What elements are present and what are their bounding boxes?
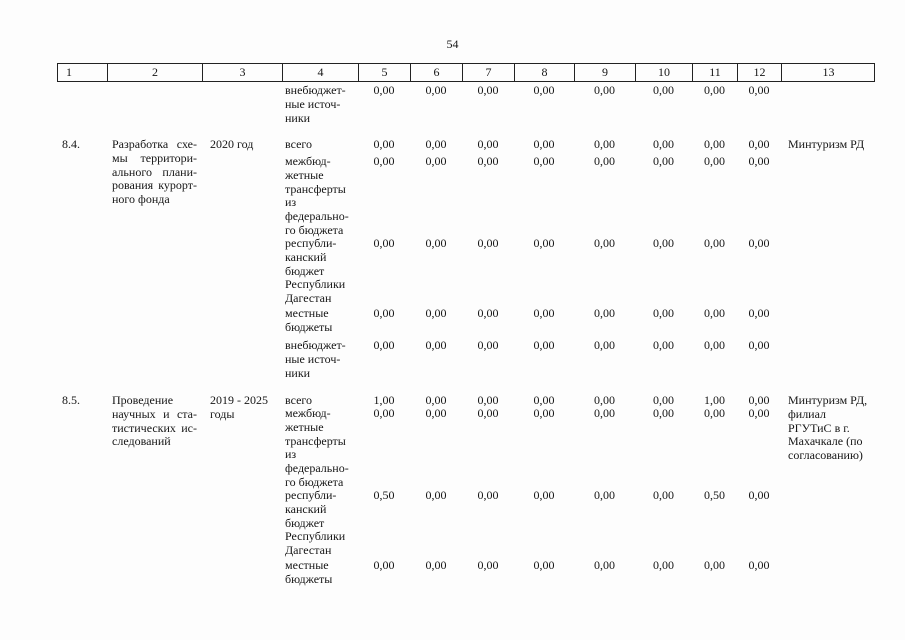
value-cell-col-5: 0,00	[373, 406, 395, 420]
header-cell-8: 8	[514, 64, 574, 81]
value-cell-col-5: 0,00	[373, 306, 395, 320]
value-cell-col-11: 0,00	[704, 236, 725, 250]
value-cell-col-12: 0,00	[748, 338, 770, 352]
period	[210, 394, 280, 422]
value-cell-col-12: 0,00	[748, 406, 770, 420]
value-cell-col-8: 0,00	[533, 558, 555, 572]
funding-source-line: республи-	[285, 488, 337, 502]
header-cell-11: 11	[692, 64, 737, 81]
value-cell-col-7: 0,00	[477, 137, 499, 151]
funding-source	[285, 489, 357, 558]
value-cell-col-5: 0,00	[373, 154, 395, 168]
value-cell-col-10: 0,00	[653, 558, 674, 572]
header-cell-4: 4	[282, 64, 358, 81]
header-cell-3: 3	[202, 64, 282, 81]
funding-source-line: из	[285, 195, 297, 210]
value-cell-col-12: 0,00	[748, 558, 770, 572]
value-cell-col-11: 1,00	[704, 393, 725, 407]
funding-source	[285, 339, 357, 380]
value-cell-col-10: 0,00	[653, 83, 674, 97]
value-cell-col-5: 0,50	[373, 488, 395, 502]
value-cell-col-12: 0,00	[748, 306, 770, 320]
funding-source-line: внебюджет-	[285, 83, 346, 97]
funding-source-line: бюджет	[285, 515, 325, 530]
value-cell-col-12: 0,00	[748, 137, 770, 151]
activity-name-line: научных и ста-	[112, 406, 197, 421]
funding-source-line: жетные	[285, 419, 324, 434]
funding-source-line: ники	[285, 365, 311, 380]
value-cell-col-5: 0,00	[373, 236, 395, 250]
value-cell-col-7: 0,00	[477, 406, 499, 420]
value-cell-col-9: 0,00	[594, 83, 615, 97]
value-cell-col-8: 0,00	[533, 154, 555, 168]
page-number: 54	[446, 37, 459, 51]
funding-source	[285, 237, 357, 306]
value-cell-col-7: 0,00	[477, 83, 499, 97]
funding-source-line: ные источ-	[285, 351, 341, 366]
value-cell-col-5: 0,00	[373, 558, 395, 572]
value-cell-col-8: 0,00	[533, 393, 555, 407]
value-cell-col-12: 0,00	[748, 393, 770, 407]
value-cell-col-7: 0,00	[477, 338, 499, 352]
value-cell-col-5: 0,00	[373, 137, 395, 151]
value-cell-col-11: 0,00	[704, 137, 725, 151]
header-cell-10: 10	[635, 64, 692, 81]
funding-source-line: жетные	[285, 167, 324, 182]
value-cell-col-8: 0,00	[533, 306, 555, 320]
funding-source	[285, 138, 357, 152]
funding-source-line: бюджеты	[285, 571, 333, 586]
funding-source-line: го бюджета	[285, 222, 344, 237]
value-cell-col-10: 0,00	[653, 137, 674, 151]
value-cell-col-12: 0,00	[748, 236, 770, 250]
funding-source	[285, 407, 357, 490]
funding-source-line: федерально-	[285, 209, 349, 224]
funding-source-line: из	[285, 447, 297, 462]
value-cell-col-9: 0,00	[594, 393, 615, 407]
executor	[788, 138, 873, 152]
value-cell-col-10: 0,00	[653, 488, 674, 502]
funding-source-line: Дагестан	[285, 543, 332, 558]
funding-source-line: местные	[285, 306, 329, 320]
value-cell-col-5: 0,00	[373, 338, 395, 352]
value-cell-col-9: 0,00	[594, 236, 615, 250]
funding-source-line: внебюджет-	[285, 338, 346, 352]
funding-source	[285, 155, 357, 238]
activity-name-line: следований	[112, 434, 171, 449]
value-cell-col-7: 0,00	[477, 154, 499, 168]
value-cell-col-10: 0,00	[653, 154, 674, 168]
value-cell-col-9: 0,00	[594, 137, 615, 151]
value-cell-col-7: 0,00	[477, 393, 499, 407]
executor-line: согласованию)	[788, 448, 863, 463]
value-cell-col-6: 0,00	[425, 236, 447, 250]
executor-line: РГУТиС в г.	[788, 420, 850, 435]
activity-name-line: ального плани-	[112, 164, 197, 179]
value-cell-col-9: 0,00	[594, 338, 615, 352]
activity-name	[112, 394, 197, 449]
header-cell-6: 6	[410, 64, 462, 81]
header-cell-1: 1	[66, 65, 72, 79]
funding-source-line: трансферты	[285, 433, 346, 448]
funding-source	[285, 307, 357, 335]
funding-source-line: всего	[285, 393, 313, 407]
value-cell-col-8: 0,00	[533, 488, 555, 502]
value-cell-col-6: 0,00	[425, 488, 447, 502]
value-cell-col-6: 0,00	[425, 406, 447, 420]
value-cell-col-7: 0,00	[477, 236, 499, 250]
header-cell-2: 2	[107, 64, 202, 81]
value-cell-col-9: 0,00	[594, 406, 615, 420]
value-cell-col-10: 0,00	[653, 406, 674, 420]
funding-source	[285, 559, 357, 587]
value-cell-col-10: 0,00	[653, 306, 674, 320]
funding-source-line: канский	[285, 249, 327, 264]
value-cell-col-10: 0,00	[653, 338, 674, 352]
value-cell-col-11: 0,00	[704, 558, 725, 572]
value-cell-col-10: 0,00	[653, 393, 674, 407]
executor-line: Минтуризм РД	[788, 137, 865, 151]
table-header-row	[57, 63, 875, 82]
value-cell-col-12: 0,00	[748, 83, 770, 97]
header-cell-12: 12	[737, 64, 781, 81]
activity-name-line: тистических ис-	[112, 420, 197, 435]
executor-line: филиал	[788, 406, 827, 421]
period-line: годы	[210, 406, 235, 421]
header-cell-7: 7	[462, 64, 514, 81]
value-cell-col-9: 0,00	[594, 558, 615, 572]
value-cell-col-7: 0,00	[477, 306, 499, 320]
funding-source-line: Республики	[285, 277, 346, 292]
value-cell-col-9: 0,00	[594, 154, 615, 168]
value-cell-col-11: 0,00	[704, 306, 725, 320]
value-cell-col-6: 0,00	[425, 558, 447, 572]
value-cell-col-7: 0,00	[477, 558, 499, 572]
activity-name-line: ного фонда	[112, 192, 170, 207]
value-cell-col-6: 0,00	[425, 137, 447, 151]
funding-source-line: канский	[285, 501, 327, 516]
value-cell-col-5: 1,00	[373, 393, 395, 407]
funding-source-line: межбюд-	[285, 406, 331, 420]
value-cell-col-10: 0,00	[653, 236, 674, 250]
value-cell-col-8: 0,00	[533, 83, 555, 97]
executor	[788, 394, 873, 463]
value-cell-col-8: 0,00	[533, 406, 555, 420]
funding-source-line: бюджеты	[285, 319, 333, 334]
header-cell-9: 9	[574, 64, 635, 81]
value-cell-col-11: 0,00	[704, 154, 725, 168]
executor-line: Минтуризм РД,	[788, 393, 868, 407]
value-cell-col-6: 0,00	[425, 393, 447, 407]
header-cell-13: 13	[781, 64, 875, 81]
value-cell-col-12: 0,00	[748, 154, 770, 168]
value-cell-col-11: 0,00	[704, 406, 725, 420]
funding-source-line: бюджет	[285, 263, 325, 278]
executor-line: Махачкале (по	[788, 434, 863, 449]
row-number: 8.5.	[62, 393, 80, 407]
value-cell-col-9: 0,00	[594, 306, 615, 320]
activity-name	[112, 138, 197, 207]
funding-source-line: го бюджета	[285, 474, 344, 489]
value-cell-col-9: 0,00	[594, 488, 615, 502]
value-cell-col-8: 0,00	[533, 137, 555, 151]
value-cell-col-11: 0,00	[704, 83, 725, 97]
funding-source-line: трансферты	[285, 181, 346, 196]
period-line: 2020 год	[210, 137, 254, 151]
funding-source-line: Республики	[285, 529, 346, 544]
value-cell-col-8: 0,00	[533, 236, 555, 250]
value-cell-col-6: 0,00	[425, 83, 447, 97]
activity-name-line: мы территори-	[112, 150, 197, 165]
value-cell-col-6: 0,00	[425, 338, 447, 352]
funding-source-line: ные источ-	[285, 96, 341, 111]
funding-source-line: местные	[285, 558, 329, 572]
value-cell-col-6: 0,00	[425, 154, 447, 168]
value-cell-col-7: 0,00	[477, 488, 499, 502]
activity-name-line: Проведение	[112, 393, 174, 407]
row-number: 8.4.	[62, 137, 80, 151]
value-cell-col-8: 0,00	[533, 338, 555, 352]
activity-name-line: рования курорт-	[112, 178, 197, 193]
activity-name-line: Разработка схе-	[112, 137, 197, 151]
funding-source-line: Дагестан	[285, 291, 332, 306]
funding-source-line: ники	[285, 110, 311, 125]
value-cell-col-11: 0,50	[704, 488, 725, 502]
funding-source-line: республи-	[285, 236, 337, 250]
funding-source-line: межбюд-	[285, 154, 331, 168]
value-cell-col-5: 0,00	[373, 83, 395, 97]
header-cell-5: 5	[358, 64, 410, 81]
value-cell-col-11: 0,00	[704, 338, 725, 352]
funding-source	[285, 84, 357, 125]
funding-source-line: федерально-	[285, 461, 349, 476]
period-line: 2019 - 2025	[210, 393, 268, 407]
funding-source-line: всего	[285, 137, 313, 151]
value-cell-col-6: 0,00	[425, 306, 447, 320]
value-cell-col-12: 0,00	[748, 488, 770, 502]
period	[210, 138, 280, 152]
